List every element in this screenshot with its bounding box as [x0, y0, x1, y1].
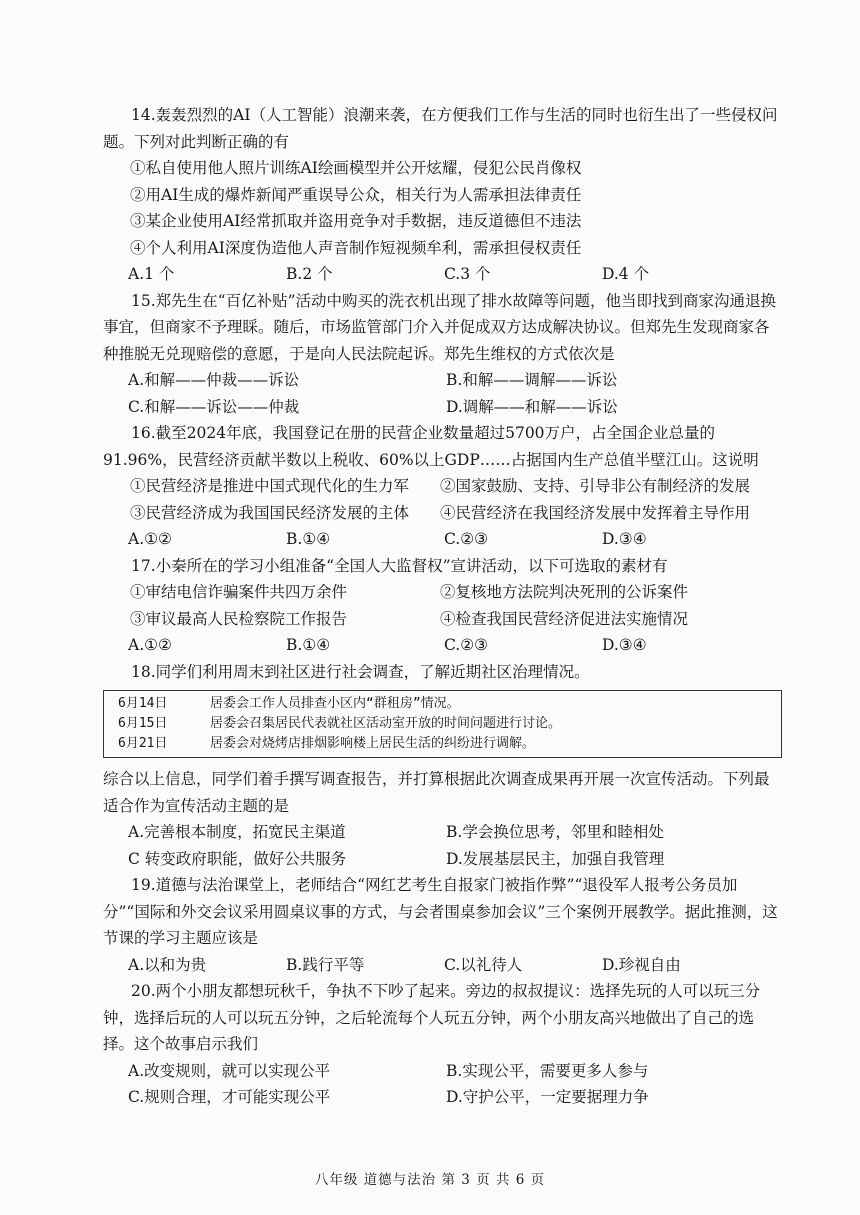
question-stem: 16.截至2024年底，我国登记在册的民营企业数量超过5700万户，占全国企业总量的91.96%，民营经济贡献半数以上税收、60%以上GDP……占据国内生产总值半壁江山。这说明 — [103, 424, 759, 469]
question-17 — [103, 553, 782, 659]
choice-b: B.践行平等 — [286, 955, 365, 974]
choice-a: A.①② — [128, 636, 172, 654]
statement-row — [103, 579, 782, 606]
choice-c: C.3 个 — [444, 265, 491, 283]
question-stem: 18.同学们利用周末到社区进行社会调查，了解近期社区治理情况。 — [131, 662, 590, 681]
survey-event: 居委会工作人员排查小区内“群租房”情况。 — [210, 696, 460, 711]
statement: ①私自使用他人照片训练AI绘画模型并公开炫耀，侵犯公民肖像权 — [130, 159, 582, 177]
statement: ③民营经济成为我国国民经济发展的主体 — [130, 503, 410, 522]
survey-row — [118, 734, 767, 754]
statement: ②用AI生成的爆炸新闻严重误导公众，相关行为人需承担法律责任 — [130, 185, 582, 204]
statement-row — [103, 606, 782, 633]
survey-date: 6月14日 — [118, 696, 168, 711]
answer-choices — [103, 632, 782, 659]
survey-record-box — [103, 690, 782, 758]
survey-date: 6月21日 — [118, 736, 168, 751]
choice-d: D.发展基层民主，加强自我管理 — [446, 849, 665, 868]
choice-c: C.②③ — [444, 636, 489, 654]
choice-d: D.③④ — [602, 530, 647, 548]
survey-event: 居委会对烧烤店排烟影响楼上居民生活的纠纷进行调解。 — [210, 736, 536, 751]
statement: ②国家鼓励、支持、引导非公有制经济的发展 — [440, 477, 751, 495]
choice-d: D.珍视自由 — [602, 955, 681, 974]
survey-row — [118, 714, 767, 734]
answer-choices — [103, 1058, 782, 1085]
survey-row — [118, 694, 767, 714]
answer-choices — [103, 1084, 782, 1111]
statement: ③审议最高人民检察院工作报告 — [130, 609, 348, 628]
choice-c: C.和解——诉讼——仲裁 — [128, 397, 300, 416]
choice-c: C.②③ — [444, 530, 489, 548]
choice-d: D.调解——和解——诉讼 — [446, 397, 618, 416]
choice-c: C 转变政府职能，做好公共服务 — [128, 849, 347, 868]
question-stem: 15.郑先生在“百亿补贴”活动中购买的洗衣机出现了排水故障等问题，他当即找到商家沟通退换事宜，但商家不予理睬。随后，市场监管部门介入并促成双方达成解决协议。但郑先生发现商家各种推脱无兑现赔偿的意愿，于是向人民法院起诉。郑先生维权的方式依次是 — [103, 291, 777, 363]
survey-event: 居委会召集居民代表就社区活动室开放的时间问题进行讨论。 — [210, 716, 562, 731]
answer-choices — [103, 394, 782, 421]
statement-row — [103, 473, 782, 500]
choice-a: A.和解——仲裁——诉讼 — [128, 371, 300, 389]
question-18 — [103, 659, 782, 873]
question-20 — [103, 978, 782, 1111]
statement: ②复核地方法院判决死刑的公诉案件 — [440, 583, 689, 601]
choice-b: B.①④ — [286, 636, 331, 654]
choice-b: B.①④ — [286, 530, 331, 548]
statement: ④民营经济在我国经济发展中发挥着主导作用 — [440, 503, 751, 522]
statement-row — [103, 500, 782, 527]
question-stem: 14.轰轰烈烈的AI（人工智能）浪潮来袭，在方便我们工作与生活的同时也衍生出了一些侵权问题。下列对此判断正确的有 — [103, 106, 778, 151]
choice-d: D.③④ — [602, 636, 647, 654]
choice-b: B.和解——调解——诉讼 — [446, 371, 618, 389]
choice-a: A.改变规则，就可以实现公平 — [128, 1061, 331, 1080]
statement: ④个人利用AI深度伪造他人声音制作短视频牟利，需承担侵权责任 — [130, 238, 582, 257]
answer-choices — [103, 819, 782, 846]
answer-choices — [103, 261, 782, 288]
statement: ①民营经济是推进中国式现代化的生力军 — [130, 477, 410, 495]
question-stem: 17.小秦所在的学习小组准备“全国人大监督权”宣讲活动，以下可选取的素材有 — [131, 556, 668, 575]
answer-choices — [103, 952, 782, 979]
question-followup: 综合以上信息，同学们着手撰写调查报告，并打算根据此次调查成果再开展一次宣传活动。下列最适合作为宣传活动主题的是 — [103, 770, 770, 815]
choice-c: C.以礼待人 — [444, 955, 523, 974]
choice-b: B.学会换位思考，邻里和睦相处 — [446, 823, 664, 841]
question-stem: 19.道德与法治课堂上，老师结合“网红艺考生自报家门被指作弊”“退役军人报考公务员加分”“国际和外交会议采用圆桌议事的方式，与会者围桌参加会议”三个案例开展教学。据此推测，这节课的学习主题应该是 — [103, 876, 778, 947]
choice-b: B.实现公平，需要更多人参与 — [446, 1061, 649, 1080]
question-19 — [103, 872, 782, 978]
statement: ①审结电信诈骗案件共四万余件 — [130, 583, 348, 601]
choice-a: A.完善根本制度，拓宽民主渠道 — [128, 823, 346, 841]
choice-d: D.4 个 — [602, 265, 650, 283]
survey-date: 6月15日 — [118, 716, 168, 731]
question-14 — [103, 102, 782, 288]
statement: ④检查我国民营经济促进法实施情况 — [440, 609, 689, 628]
statement: ③某企业使用AI经常抓取并盗用竞争对手数据，违反道德但不违法 — [130, 212, 582, 230]
choice-c: C.规则合理，才可能实现公平 — [128, 1088, 331, 1106]
choice-a: A.以和为贵 — [128, 955, 207, 974]
choice-a: A.①② — [128, 530, 172, 548]
choice-b: B.2 个 — [286, 265, 333, 283]
answer-choices — [103, 367, 782, 394]
choice-d: D.守护公平，一定要据理力争 — [446, 1088, 649, 1106]
question-stem: 20.两个小朋友都想玩秋千，争执不下吵了起来。旁边的叔叔提议：选择先玩的人可以玩三分钟，选择后玩的人可以玩五分钟，之后轮流每个人玩五分钟，两个小朋友高兴地做出了自己的选择。这个故事启示我们 — [103, 982, 761, 1053]
answer-choices — [103, 526, 782, 553]
page-footer: 八年级 道德与法治 第 3 页 共 6 页 — [314, 1172, 546, 1188]
question-16 — [103, 420, 782, 553]
answer-choices — [103, 846, 782, 873]
question-15 — [103, 288, 782, 421]
choice-a: A.1 个 — [128, 265, 175, 283]
